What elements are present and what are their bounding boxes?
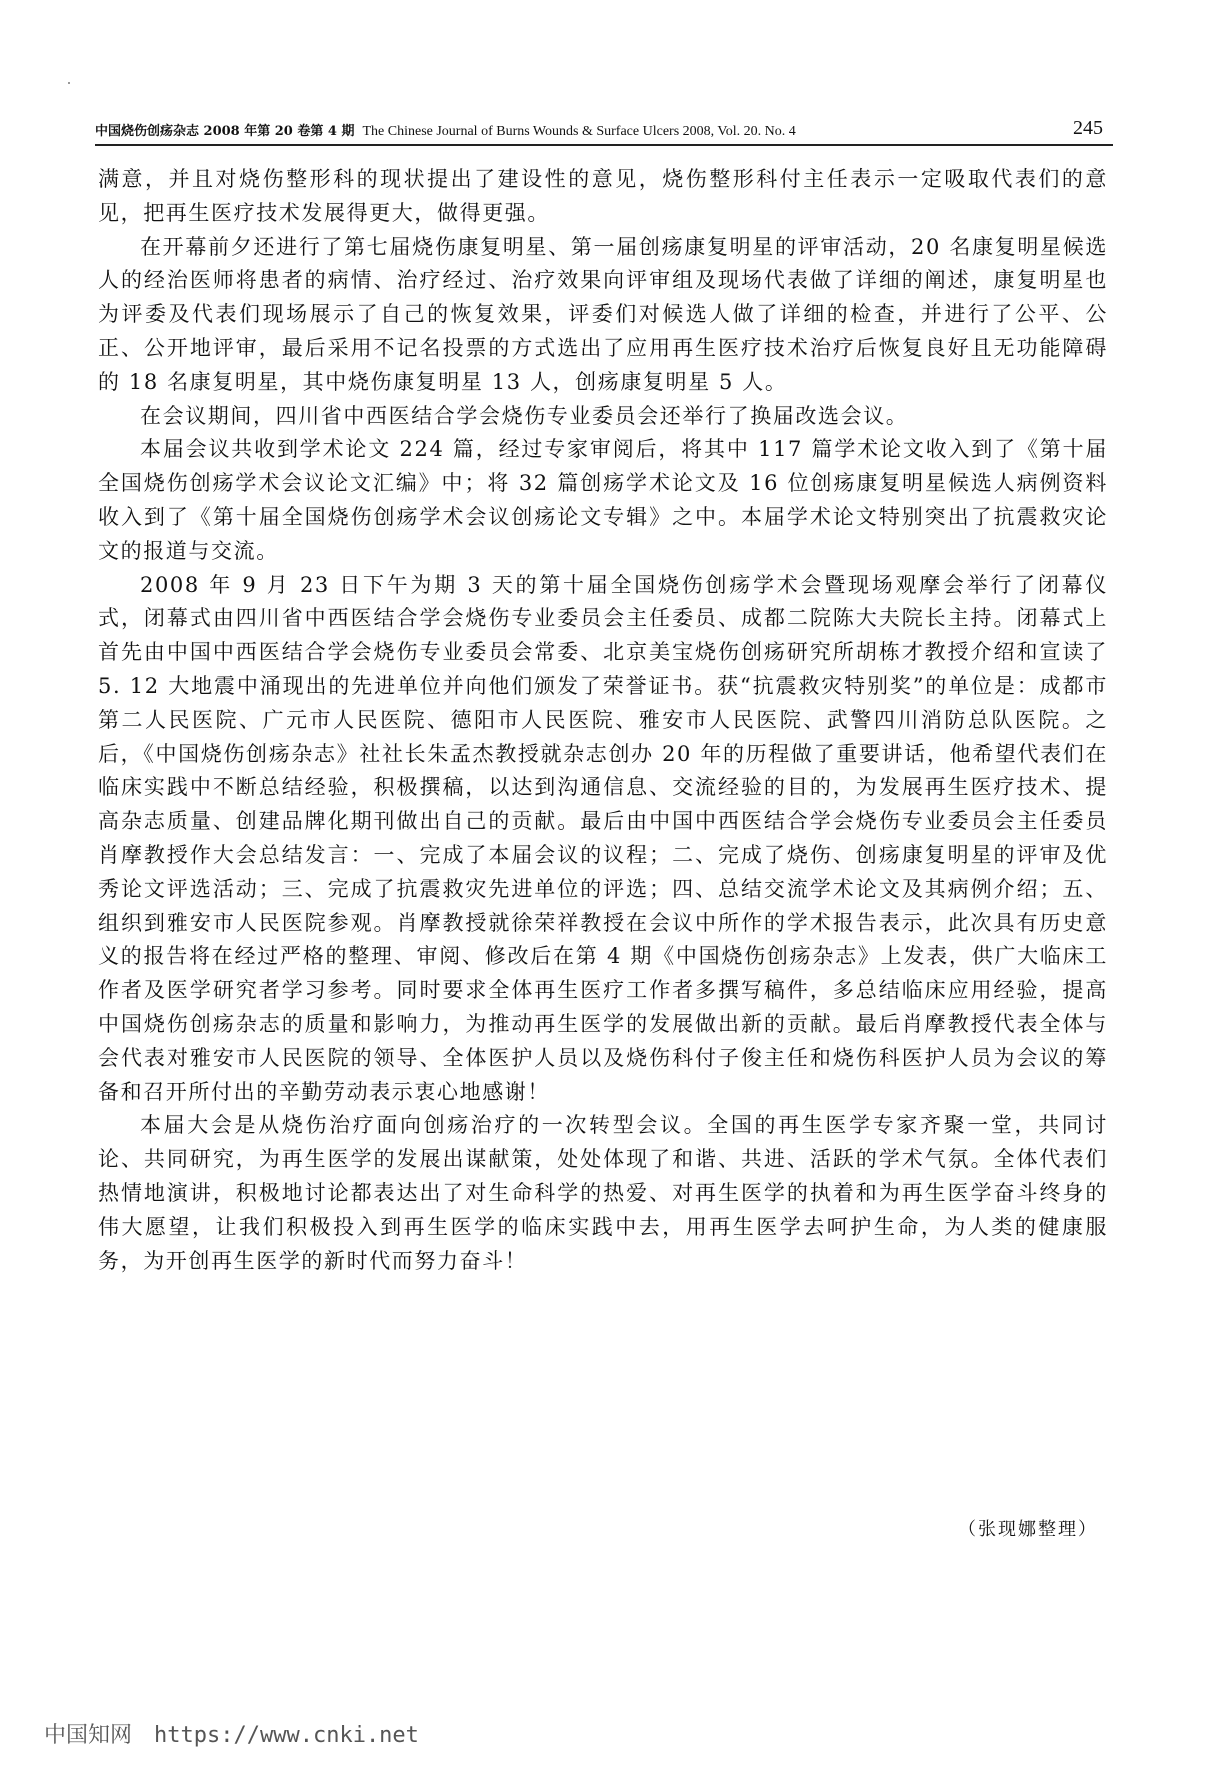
editor-signature: （张现娜整理） xyxy=(958,1519,1098,1540)
page-number: 245 xyxy=(1073,117,1103,139)
journal-citation xyxy=(95,120,796,140)
article-body xyxy=(98,163,1108,1278)
paragraph-election: 在会议期间，四川省中西医结合学会烧伤专业委员会还举行了换届改选会议。 xyxy=(140,403,909,428)
paragraph-conclusion: 本届大会是从烧伤治疗面向创疡治疗的一次转型会议。全国的再生医学专家齐聚一堂，共同讨论、共同研究，为再生医学的发展出谋献策，处处体现了和谐、共进、活跃的学术气氛。全体代表们热情地演讲，积极地讨论都表达出了对生命科学的热爱、对再生医学的执着和为再生医学奋斗终身的伟大愿望，让我们积极投入到再生医学的临床实践中去，用再生医学去呵护生命，为人类的健康服务，为开创再生医学的新时代而努力奋斗！ xyxy=(98,1113,1108,1273)
paragraph-papers: 本届会议共收到学术论文 224 篇，经过专家审阅后，将其中 117 篇学术论文收入到了《第十届全国烧伤创疡学术会议论文汇编》中；将 32 篇创疡学术论文及 16 位创疡康复明星候选人病例资料收入到了《第十届全国烧伤创疡学术会议创疡论文专辑》之中。本届学术论文特别突出了抗震救灾论文的报道与交流。 xyxy=(98,437,1108,563)
running-header xyxy=(95,110,1113,146)
paragraph-continued: 满意，并且对烧伤整形科的现状提出了建设性的意见，烧伤整形科付主任表示一定吸取代表们的意见，把再生医疗技术发展得更大，做得更强。 xyxy=(98,167,1108,225)
watermark-site-name: 中国知网 xyxy=(44,1723,133,1748)
journal-title-cn: 中国烧伤创疡杂志 2008 年第 20 卷第 4 期 xyxy=(95,124,355,139)
cnki-watermark xyxy=(44,1718,419,1749)
scan-artifact xyxy=(68,82,70,84)
paragraph-closing-ceremony: 2008 年 9 月 23 日下午为期 3 天的第十届全国烧伤创疡学术会暨现场观摩会举行了闭幕仪式，闭幕式由四川省中西医结合学会烧伤专业委员会主任委员、成都二院陈大夫院长主持。闭幕式上首先由中国中西医结合学会烧伤专业委员会常委、北京美宝烧伤创疡研究所胡栋才教授介绍和宣读了 5. 12 大地震中涌现出的先进单位并向他们颁发了荣誉证书。获“抗震救灾特别奖”的单位是：成都市第二人民医院、广元市人民医院、德阳市人民医院、雅安市人民医院、武警四川消防总队医院。之后，《中国烧伤创疡杂志》社社长朱孟杰教授就杂志创办 20 年的历程做了重要讲话，他希望代表们在临床实践中不断总结经验，积极撰稿，以达到沟通信息、交流经验的目的，为发展再生医疗技术、提高杂志质量、创建品牌化期刊做出自己的贡献。最后由中国中西医结合学会烧伤专业委员会主任委员肖摩教授作大会总结发言：一、完成了本届会议的议程；二、完成了烧伤、创疡康复明星的评审及优秀论文评选活动；三、完成了抗震救灾先进单位的评选；四、总结交流学术论文及其病例介绍；五、组织到雅安市人民医院参观。肖摩教授就徐荣祥教授在会议中所作的学术报告表示，此次具有历史意义的报告将在经过严格的整理、审阅、修改后在第 4 期《中国烧伤创疡杂志》上发表，供广大临床工作者及医学研究者学习参考。同时要求全体再生医疗工作者多撰写稿件，多总结临床应用经验，提高中国烧伤创疡杂志的质量和影响力，为推动再生医学的发展做出新的贡献。最后肖摩教授代表全体与会代表对雅安市人民医院的领导、全体医护人员以及烧伤科付子俊主任和烧伤科医护人员为会议的筹备和召开所付出的辛勤劳动表示衷心地感谢！ xyxy=(98,572,1108,1104)
paragraph-rehab-stars: 在开幕前夕还进行了第七届烧伤康复明星、第一届创疡康复明星的评审活动，20 名康复明星候选人的经治医师将患者的病情、治疗经过、治疗效果向评审组及现场代表做了详细的阐述，康复明星也为评委及代表们现场展示了自己的恢复效果，评委们对候选人做了详细的检查，并进行了公平、公正、公开地评审，最后采用不记名投票的方式选出了应用再生医疗技术治疗后恢复良好且无功能障碍的 18 名康复明星，其中烧伤康复明星 13 人，创疡康复明星 5 人。 xyxy=(98,234,1108,394)
watermark-url: https://www.cnki.net xyxy=(154,1723,419,1748)
journal-title-en: The Chinese Journal of Burns Wounds & Surface Ulcers 2008, Vol. 20. No. 4 xyxy=(362,124,796,139)
